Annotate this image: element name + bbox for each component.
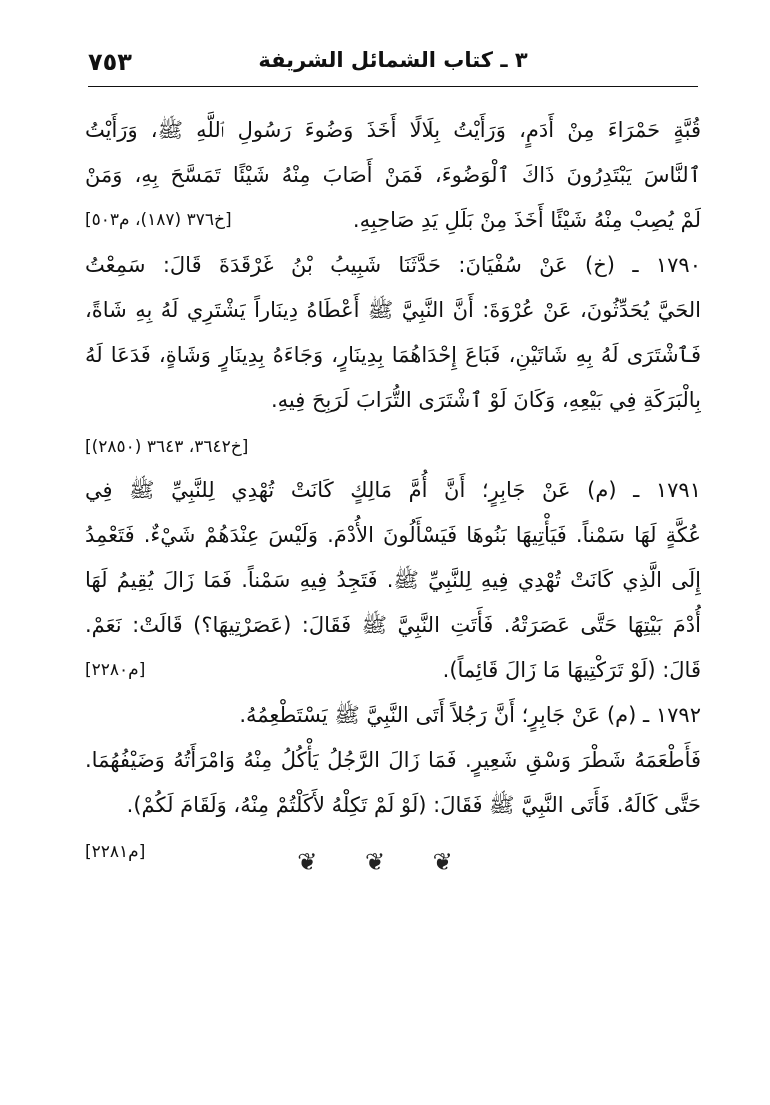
hadith-reference: [م٢٢٨٠] xyxy=(85,660,146,680)
hadith-start-line: ١٧٩٢ ـ (م) عَنْ جَابِرٍ؛ أَنَّ رَجُلاً أَتَى النَّبِيَّ ﷺ يَسْتَطْعِمُهُ. xyxy=(239,703,701,727)
text-line: أُدْمَ بَيْتِهَا حَتَّى عَصَرَتْهُ. فَأَتَتِ النَّبِيَّ ﷺ فَقَالَ: (عَصَرْتِيهَا؟) قَالَتْ: نَعَمْ. xyxy=(85,613,701,637)
chapter-title: ٣ ـ كتاب الشمائل الشريفة xyxy=(258,48,528,72)
page-number: ٧٥٣ xyxy=(88,48,132,76)
running-header xyxy=(88,40,698,80)
text-line: الحَيَّ يُحَدِّثُونَ، عَنْ عُرْوَةَ: أَنَّ النَّبِيَّ ﷺ أَعْطَاهُ دِينَاراً يَشْتَرِي لَهُ بِهِ شَاةً، xyxy=(85,298,701,322)
section-end-ornament: ❦ ❦ ❦ xyxy=(297,848,473,876)
hadith-reference-line xyxy=(85,423,701,468)
hadith-reference: [م٢٢٨١] xyxy=(85,842,146,862)
text-line: فَٱشْتَرَى لَهُ بِهِ شَاتَيْنِ، فَبَاعَ إِحْدَاهُمَا بِدِينَارٍ، وَجَاءَهُ بِدِينَارٍ وَشَاةٍ، فَدَعَا لَهُ xyxy=(85,343,701,367)
hadith-start-line: ١٧٩١ ـ (م) عَنْ جَابِرٍ؛ أَنَّ أُمَّ مَالِكٍ كَانَتْ تُهْدِي لِلنَّبِيِّ ﷺ فِي xyxy=(85,478,701,502)
text-line xyxy=(85,198,701,243)
header-rule xyxy=(88,86,698,87)
text-line: فَأَطْعَمَهُ شَطْرَ وَسْقِ شَعِيرٍ. فَمَا زَالَ الرَّجُلُ يَأْكُلُ مِنْهُ وَامْرَأَتُهُ وَضَيْفُهُمَا. xyxy=(85,748,701,772)
text-segment: لَمْ يُصِبْ مِنْهُ شَيْئًا أَخَذَ مِنْ بَلَلِ يَدِ صَاحِبِهِ. xyxy=(352,208,701,232)
body-text xyxy=(85,108,701,873)
hadith-reference: [خ٣٦٤٢، ٣٦٤٣ (٢٨٥٠)] xyxy=(85,437,249,457)
hadith-reference: [خ٣٧٦ (١٨٧)، م٥٠٣] xyxy=(85,210,232,230)
hadith-start-line: ١٧٩٠ ـ (خ) عَنْ سُفْيَانَ: حَدَّثَنَا شَبِيبُ بْنُ غَرْقَدَةَ قَالَ: سَمِعْتُ xyxy=(85,253,701,277)
text-line: بِالْبَرَكَةِ فِي بَيْعِهِ، وَكَانَ لَوْ ٱشْتَرَى التُّرَابَ لَرَبِحَ فِيهِ. xyxy=(270,388,701,412)
text-line: عُكَّةٍ لَهَا سَمْناً. فَيَأْتِيهَا بَنُوهَا فَيَسْأَلُونَ الأُدْمَ. وَلَيْسَ عِنْدَهُمْ شَيْءٌ. فَتَعْمِدُ xyxy=(85,523,701,547)
text-line xyxy=(85,648,701,693)
text-line: ٱلنَّاسَ يَبْتَدِرُونَ ذَاكَ ٱلْوَضُوءَ، فَمَنْ أَصَابَ مِنْهُ شَيْئًا تَمَسَّحَ بِهِ، وَمَنْ xyxy=(85,163,701,187)
text-line: إِلَى الَّذِي كَانَتْ تُهْدِي فِيهِ لِلنَّبِيِّ ﷺ. فَتَجِدُ فِيهِ سَمْناً. فَمَا زَالَ يُقِيمُ لَهَا xyxy=(85,568,701,592)
text-segment: قَالَ: (لَوْ تَرَكْتِيهَا مَا زَالَ قَائِماً). xyxy=(442,658,701,682)
text-line: حَتَّى كَالَهُ. فَأَتَى النَّبِيَّ ﷺ فَقَالَ: (لَوْ لَمْ تَكِلْهُ لأَكَلْتُمْ مِنْهُ، وَلَقَامَ لَكُمْ). xyxy=(126,793,701,817)
text-line: قُبَّةٍ حَمْرَاءَ مِنْ أَدَمٍ، وَرَأَيْتُ بِلَالًا أَخَذَ وَضُوءَ رَسُولِ ٱللَّهِ ﷺ، وَرَأَيْتُ xyxy=(85,118,701,142)
